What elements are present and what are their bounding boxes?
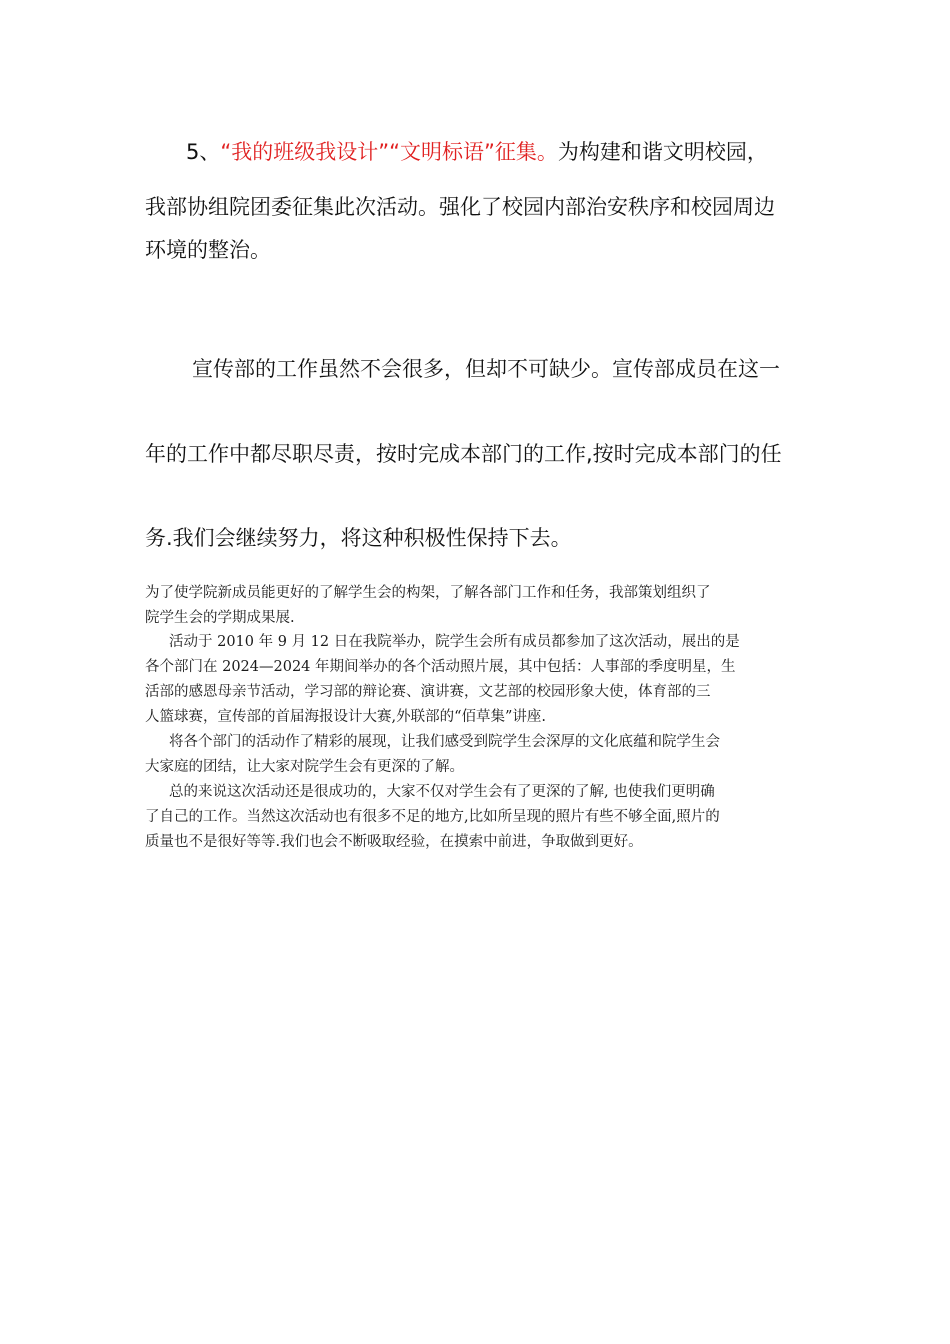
item-description-start: 为构建和谐文明校园， bbox=[557, 140, 768, 164]
publicity-paragraph-line-2: 年的工作中都尽职尽责，按时完成本部门的工作,按时完成本部门的任 bbox=[145, 442, 782, 466]
item-number: 5、 bbox=[186, 140, 221, 164]
exhibition-line-2: 院学生会的学期成果展. bbox=[145, 610, 295, 626]
exhibition-line-7: 将各个部门的活动作了精彩的展现，让我们感受到院学生会深厚的文化底蕴和院学生会 bbox=[169, 734, 720, 750]
exhibition-line-5: 活部的感恩母亲节活动，学习部的辩论赛、演讲赛，文艺部的校园形象大使，体育部的三 bbox=[145, 684, 711, 700]
item-title-red: “我的班级我设计”“文明标语”征集。 bbox=[220, 140, 558, 164]
item-5-line-2: 我部协组院团委征集此次活动。强化了校园内部治安秩序和校园周边 bbox=[145, 195, 775, 219]
exhibition-line-6: 人篮球赛，宣传部的首届海报设计大赛,外联部的“佰草集”讲座. bbox=[145, 709, 547, 725]
exhibition-line-4: 各个部门在 2024—2024 年期间举办的各个活动照片展，其中包括：人事部的季度明星，生 bbox=[145, 659, 736, 675]
exhibition-line-3: 活动于 2010 年 9 月 12 日在我院举办，院学生会所有成员都参加了这次活动，展出的是 bbox=[169, 634, 740, 650]
exhibition-line-8: 大家庭的团结，让大家对院学生会有更深的了解。 bbox=[145, 759, 464, 775]
item-5-line-1 bbox=[186, 136, 768, 166]
item-5-line-3: 环境的整治。 bbox=[145, 238, 271, 262]
publicity-paragraph-line-3: 务.我们会继续努力，将这种积极性保持下去。 bbox=[145, 526, 572, 550]
exhibition-line-1: 为了使学院新成员能更好的了解学生会的构架，了解各部门工作和任务，我部策划组织了 bbox=[145, 585, 711, 601]
exhibition-line-10: 了自己的工作。当然这次活动也有很多不足的地方,比如所呈现的照片有些不够全面,照片的 bbox=[145, 809, 720, 825]
exhibition-line-11: 质量也不是很好等等.我们也会不断吸取经验，在摸索中前进，争取做到更好。 bbox=[145, 834, 643, 850]
publicity-paragraph-line-1: 宣传部的工作虽然不会很多，但却不可缺少。宣传部成员在这一 bbox=[192, 357, 780, 381]
exhibition-line-9: 总的来说这次活动还是很成功的，大家不仅对学生会有了更深的了解, 也使我们更明确 bbox=[169, 784, 715, 800]
